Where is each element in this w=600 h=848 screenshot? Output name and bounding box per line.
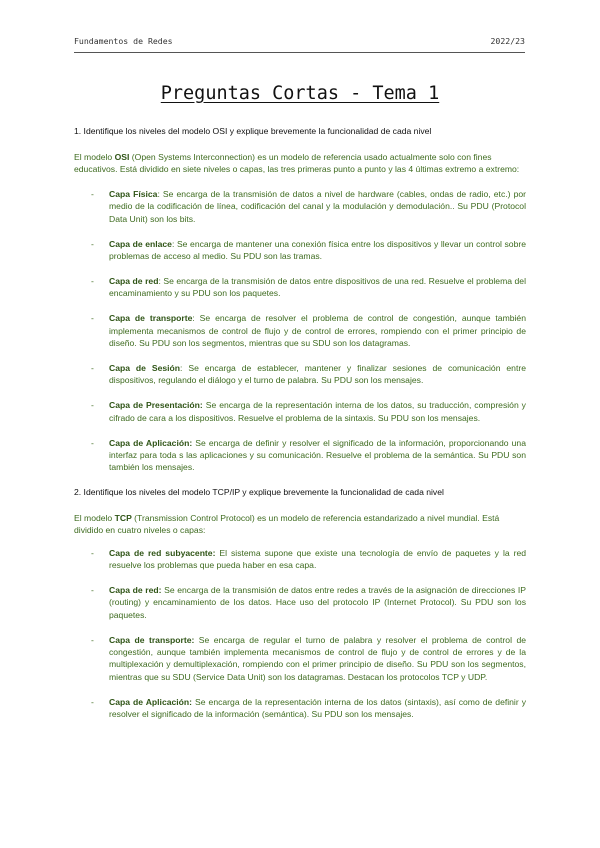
layer-term: Capa de Aplicación:	[109, 437, 193, 448]
layer-term: Capa de red:	[109, 584, 162, 595]
intro-acronym: TCP	[114, 512, 132, 523]
course-name: Fundamentos de Redes	[74, 36, 173, 46]
intro-prefix: El modelo	[74, 512, 115, 523]
tcpip-intro	[74, 512, 526, 537]
layer-term: Capa de transporte	[109, 313, 193, 324]
layer-term: Capa de transporte:	[109, 634, 195, 645]
layer-term: Capa de red subyacente:	[109, 547, 216, 558]
layer-description: Se encarga de la transmisión de datos entre redes a través de la asignación de direcciones IP (routing) y encaminamiento de los datos. Hace uso del protocolo IP (Internet Protocol). Su PDU son los paquetes.	[109, 584, 526, 620]
layer-term: Capa de Aplicación:	[109, 696, 193, 707]
list-item: - Capa Física: Se encarga de la transmisión de datos a nivel de hardware (cables, ondas de radio, etc.) por medio de la codificación de línea, codificación del canal y la modulación y demodulación.. Su PDU (Protocol Data Unit) son los bits.	[91, 188, 526, 224]
list-item: - Capa de Aplicación: Se encarga de definir y resolver el significado de la información, proporcionando una interfaz para toda s las aplicaciones y su comunicación. Resuelve el problema de la semántica. Su PDU son también los mensajes.	[91, 437, 526, 473]
academic-year: 2022/23	[490, 36, 525, 46]
layer-term: Capa de red	[109, 275, 159, 286]
list-item: - Capa de transporte: Se encarga de resolver el problema de control de congestión, aunque también implementa mecanismos de control de flujo y de control de errores, rompiendo con el primer principio de diseño. Su PDU son los segmentos, mientras que su SDU son los datagramas.	[91, 313, 526, 348]
layer-term: Capa Física	[109, 188, 158, 199]
layer-term: Capa de Presentación:	[109, 400, 203, 411]
list-item: - Capa de Aplicación: Se encarga de la representación interna de los datos (sintaxis), así como de definir y resolver el significado de la información (semántica). Su PDU son los mensajes.	[91, 696, 526, 720]
section-tcpip	[74, 486, 526, 721]
list-item: - Capa de red: Se encarga de la transmisión de datos entre dispositivos de una red. Resuelve el problema del encaminamiento y su PDU son los paquetes.	[91, 275, 526, 299]
layer-description: Se encarga de establecer, mantener y finalizar sesiones de comunicación entre dispositivos, regulando el diálogo y el turno de palabra. Su PDU son los mensajes.	[109, 362, 526, 386]
intro-acronym: OSI	[114, 152, 130, 162]
intro-prefix: El modelo	[74, 152, 115, 162]
layer-description: Se encarga de la transmisión de datos entre dispositivos de una red. Resuelve el problema del encaminamiento y su PDU son los paquetes.	[109, 275, 526, 299]
list-item: - Capa de enlace: Se encarga de mantener una conexión física entre los dispositivos y llevar un control sobre problemas de acceso al medio. Su PDU son las tramas.	[91, 238, 527, 261]
osi-layer-list	[74, 188, 526, 474]
page-header	[74, 36, 525, 48]
layer-term: Capa de Sesión	[109, 362, 181, 373]
list-item: - Capa de Presentación: Se encarga de la representación interna de los datos, su traducción, compresión y cifrado de cara a los dispositivos. Resuelve el problema de la sintaxis. Su PDU son los mensajes.	[91, 400, 526, 423]
layer-description: El sistema supone que existe una tecnología de envío de paquetes y la red resuelve los problemas que pueda haber en esa capa.	[109, 547, 527, 570]
layer-description: Se encarga de resolver el problema de control de congestión, aunque también implementa mecanismos de control de flujo y de control de errores, rompiendo con el primer principio de diseño. Su PDU son los segmentos, mientras que su SDU son los datagramas.	[109, 313, 526, 348]
list-item: - Capa de red: Se encarga de la transmisión de datos entre redes a través de la asignación de direcciones IP (routing) y encaminamiento de los datos. Hace uso del protocolo IP (Internet Protocol). Su PDU son los paquetes.	[91, 584, 526, 620]
intro-text: (Transmission Control Protocol) es un modelo de referencia estandarizado a nivel mundial. Está dividido en cuatro niveles o capas:	[74, 512, 500, 536]
layer-description: Se encarga de la representación interna de los datos (sintaxis), así como de definir y resolver el significado de la información (semántica). Su PDU son los mensajes.	[109, 696, 526, 720]
layer-description: Se encarga de regular el turno de palabra y resolver el problema de control de congestión, aunque también implementa mecanismos de control de flujo y de control de errores y de la multiplexación y demultiplexación, rompiendo con el primer principio de diseño. Su PDU son los segmentos, mientras que su SDU (Service Data Unit) son los datagramas. Destacan los protocolos TCP y UDP.	[109, 634, 526, 682]
osi-intro	[74, 151, 526, 176]
layer-description: Se encarga de la representación interna de los datos, su traducción, compresión y cifrado de cara a los dispositivos. Resuelve el problema de la sintaxis. Su PDU son los mensajes.	[109, 400, 526, 423]
page-title: Preguntas Cortas - Tema 1	[160, 83, 440, 104]
document-body	[74, 125, 526, 721]
list-item: - Capa de Sesión: Se encarga de establecer, mantener y finalizar sesiones de comunicación entre dispositivos, regulando el diálogo y el turno de palabra. Su PDU son los mensajes.	[91, 362, 526, 386]
intro-text: (Open Systems Interconnection) es un modelo de referencia usado actualmente solo con fines educativos. Está dividido en siete niveles o capas, las tres primeras punto a punto y las 4 últimas extremo a extremo:	[74, 152, 520, 175]
layer-description: Se encarga de definir y resolver el significado de la información, proporcionando una interfaz para toda s las aplicaciones y su comunicación. Resuelve el problema de la semántica. Su PDU son también los mensajes.	[109, 437, 526, 473]
header-divider	[74, 52, 525, 53]
question-2: 2. Identifique los niveles del modelo TCP/IP y explique brevemente la funcionalidad de cada nivel	[74, 486, 444, 497]
layer-description: Se encarga de mantener una conexión física entre los dispositivos y llevar un control sobre problemas de acceso al medio. Su PDU son las tramas.	[109, 238, 527, 261]
tcpip-layer-list	[74, 547, 526, 721]
layer-term: Capa de enlace	[109, 238, 172, 249]
section-osi	[74, 125, 526, 474]
question-1: 1. Identifique los niveles del modelo OSI y explique brevemente la funcionalidad de cada nivel	[74, 126, 432, 136]
list-item: - Capa de red subyacente: El sistema supone que existe una tecnología de envío de paquetes y la red resuelve los problemas que pueda haber en esa capa.	[91, 547, 527, 570]
layer-description: Se encarga de la transmisión de datos a nivel de hardware (cables, ondas de radio, etc.) por medio de la codificación de línea, codificación del canal y la modulación y demodulación.. Su PDU (Protocol Data Unit) son los bits.	[109, 188, 526, 224]
list-item: - Capa de transporte: Se encarga de regular el turno de palabra y resolver el problema de control de congestión, aunque también implementa mecanismos de control de flujo y de control de errores y de la multiplexación y demultiplexación, rompiendo con el primer principio de diseño. Su PDU son los segmentos, mientras que su SDU (Service Data Unit) son los datagramas. Destacan los protocolos TCP y UDP.	[91, 634, 526, 682]
